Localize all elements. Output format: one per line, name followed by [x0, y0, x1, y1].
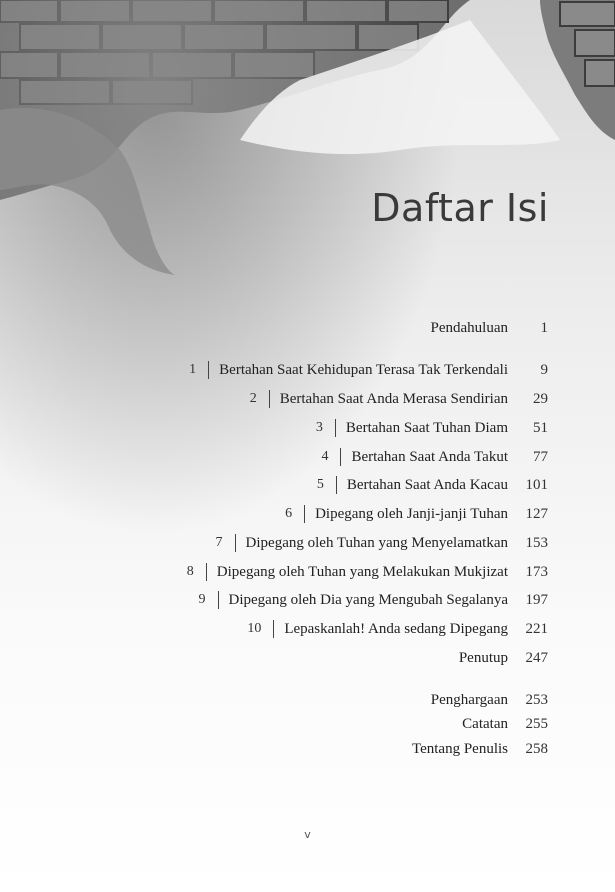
toc-entry-page: 173 [525, 564, 548, 580]
toc-entry-catatan[interactable] [462, 714, 548, 734]
toc-entry-chapter-6[interactable] [285, 504, 548, 524]
toc-entry-page: 127 [525, 506, 548, 522]
toc-entry-page: 101 [525, 477, 548, 493]
toc-entry-label: Catatan [462, 716, 508, 732]
toc-entry-pendahuluan[interactable] [431, 318, 548, 338]
toc-entry-page: 1 [540, 320, 548, 336]
toc-entry-chapter-2[interactable] [250, 389, 548, 409]
toc-entry-label: Dipegang oleh Janji-janji Tuhan [315, 506, 508, 522]
divider [336, 476, 337, 494]
divider [273, 620, 274, 638]
toc-entry-chapter-1[interactable] [189, 360, 548, 380]
toc-entry-page: 29 [533, 391, 548, 407]
toc-entry-page: 9 [540, 362, 548, 378]
chapter-number: 8 [186, 564, 194, 579]
divider [304, 505, 305, 523]
page-title: Daftar Isi [371, 186, 549, 230]
divider [235, 534, 236, 552]
toc-entry-label: Bertahan Saat Kehidupan Terasa Tak Terkendali [219, 362, 508, 378]
toc-entry-page: 153 [525, 535, 548, 551]
chapter-number: 4 [321, 449, 329, 464]
toc-entry-chapter-3[interactable] [316, 418, 548, 438]
toc-entry-label: Pendahuluan [430, 320, 508, 336]
page-folio: v [304, 828, 311, 841]
toc-entry-label: Dipegang oleh Dia yang Mengubah Segalanya [228, 592, 508, 608]
divider [269, 390, 270, 408]
toc-entry-page: 197 [525, 592, 548, 608]
toc-entry-penutup[interactable] [459, 648, 548, 668]
chapter-number: 1 [189, 362, 197, 377]
chapter-number: 3 [315, 420, 323, 435]
toc-entry-chapter-7[interactable] [216, 533, 548, 553]
toc-entry-label: Bertahan Saat Anda Merasa Sendirian [279, 391, 508, 407]
divider [206, 563, 207, 581]
toc-entry-label: Penutup [458, 650, 508, 666]
toc-entry-chapter-4[interactable] [321, 447, 548, 467]
toc-entry-label: Lepaskanlah! Anda sedang Dipegang [284, 621, 508, 637]
toc-entry-page: 258 [525, 741, 548, 757]
toc-entry-chapter-10[interactable] [247, 619, 548, 639]
toc-entry-label: Bertahan Saat Anda Takut [351, 449, 508, 465]
divider [340, 448, 341, 466]
toc-entry-chapter-9[interactable] [199, 590, 549, 610]
chapter-number: 7 [215, 535, 223, 550]
toc-entry-label: Tentang Penulis [411, 741, 508, 757]
divider [335, 419, 336, 437]
toc-entry-label: Dipegang oleh Tuhan yang Melakukan Mukjizat [216, 564, 508, 580]
divider [218, 591, 219, 609]
chapter-number: 5 [316, 477, 324, 492]
toc-entry-page: 253 [525, 692, 548, 708]
toc-entry-page: 255 [525, 716, 548, 732]
chapter-number: 2 [249, 391, 257, 406]
chapter-number: 10 [247, 621, 262, 636]
toc-entry-chapter-5[interactable] [317, 475, 548, 495]
toc-entry-label: Bertahan Saat Anda Kacau [346, 477, 508, 493]
toc-entry-page: 77 [533, 449, 548, 465]
toc-entry-label: Bertahan Saat Tuhan Diam [345, 420, 508, 436]
chapter-number: 6 [285, 506, 293, 521]
toc-entry-label: Dipegang oleh Tuhan yang Menyelamatkan [245, 535, 508, 551]
divider [208, 361, 209, 379]
chapter-number: 9 [198, 592, 206, 607]
toc-entry-tentang-penulis[interactable] [412, 739, 548, 759]
toc-entry-page: 51 [533, 420, 548, 436]
toc-entry-page: 247 [525, 650, 548, 666]
toc-entry-label: Penghargaan [430, 692, 508, 708]
toc-entry-chapter-8[interactable] [187, 562, 548, 582]
toc-entry-page: 221 [525, 621, 548, 637]
toc-entry-penghargaan[interactable] [431, 690, 548, 710]
